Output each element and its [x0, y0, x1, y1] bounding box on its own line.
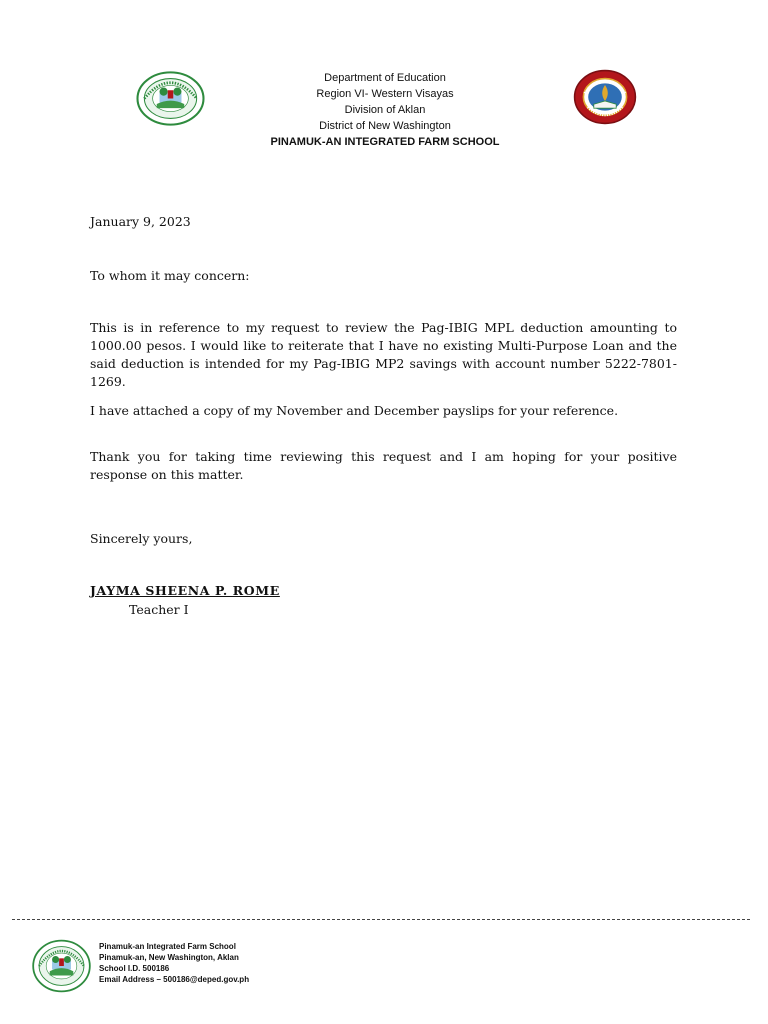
header-division: Division of Aklan [344, 104, 426, 116]
footer-contact [99, 941, 249, 985]
signatory-name: JAYMA SHEENA P. ROME [90, 583, 280, 598]
header-district: District of New Washington [319, 120, 451, 132]
header-region: Region VI- Western Visayas [316, 88, 454, 100]
footer-email: Email Address – 500186@deped.gov.ph [99, 975, 250, 984]
letterhead [220, 70, 550, 150]
footer-school-name: Pinamuk-an Integrated Farm School [99, 942, 236, 951]
letter-paragraph-1: This is in reference to my request to review the Pag-IBIG MPL deduction amounting to 1000.00 pesos. I would like to reiterate that I have no existing Multi-Purpose Loan and the said deduction is intended for my Pag-IBIG MP2 savings with account number 5222-7801-1269. [90, 320, 677, 389]
footer-school-id: School I.D. 500186 [99, 964, 170, 973]
letter-salutation: To whom it may concern: [90, 268, 250, 283]
footer-divider [12, 919, 750, 920]
letter-date: January 9, 2023 [90, 214, 191, 229]
deped-seal-icon [573, 69, 637, 125]
footer-address: Pinamuk-an, New Washington, Aklan [99, 953, 239, 962]
letter-paragraph-2: I have attached a copy of my November and December payslips for your reference. [90, 403, 619, 418]
header-school-name: PINAMUK-AN INTEGRATED FARM SCHOOL [270, 136, 500, 148]
signatory-title: Teacher I [129, 602, 189, 617]
footer-school-seal-icon [32, 939, 91, 993]
school-seal-icon [135, 71, 206, 126]
header-department: Department of Education [324, 72, 446, 84]
letter-closing: Sincerely yours, [90, 531, 193, 546]
letter-paragraph-3: Thank you for taking time reviewing this request and I am hoping for your positive response on this matter. [90, 449, 677, 482]
